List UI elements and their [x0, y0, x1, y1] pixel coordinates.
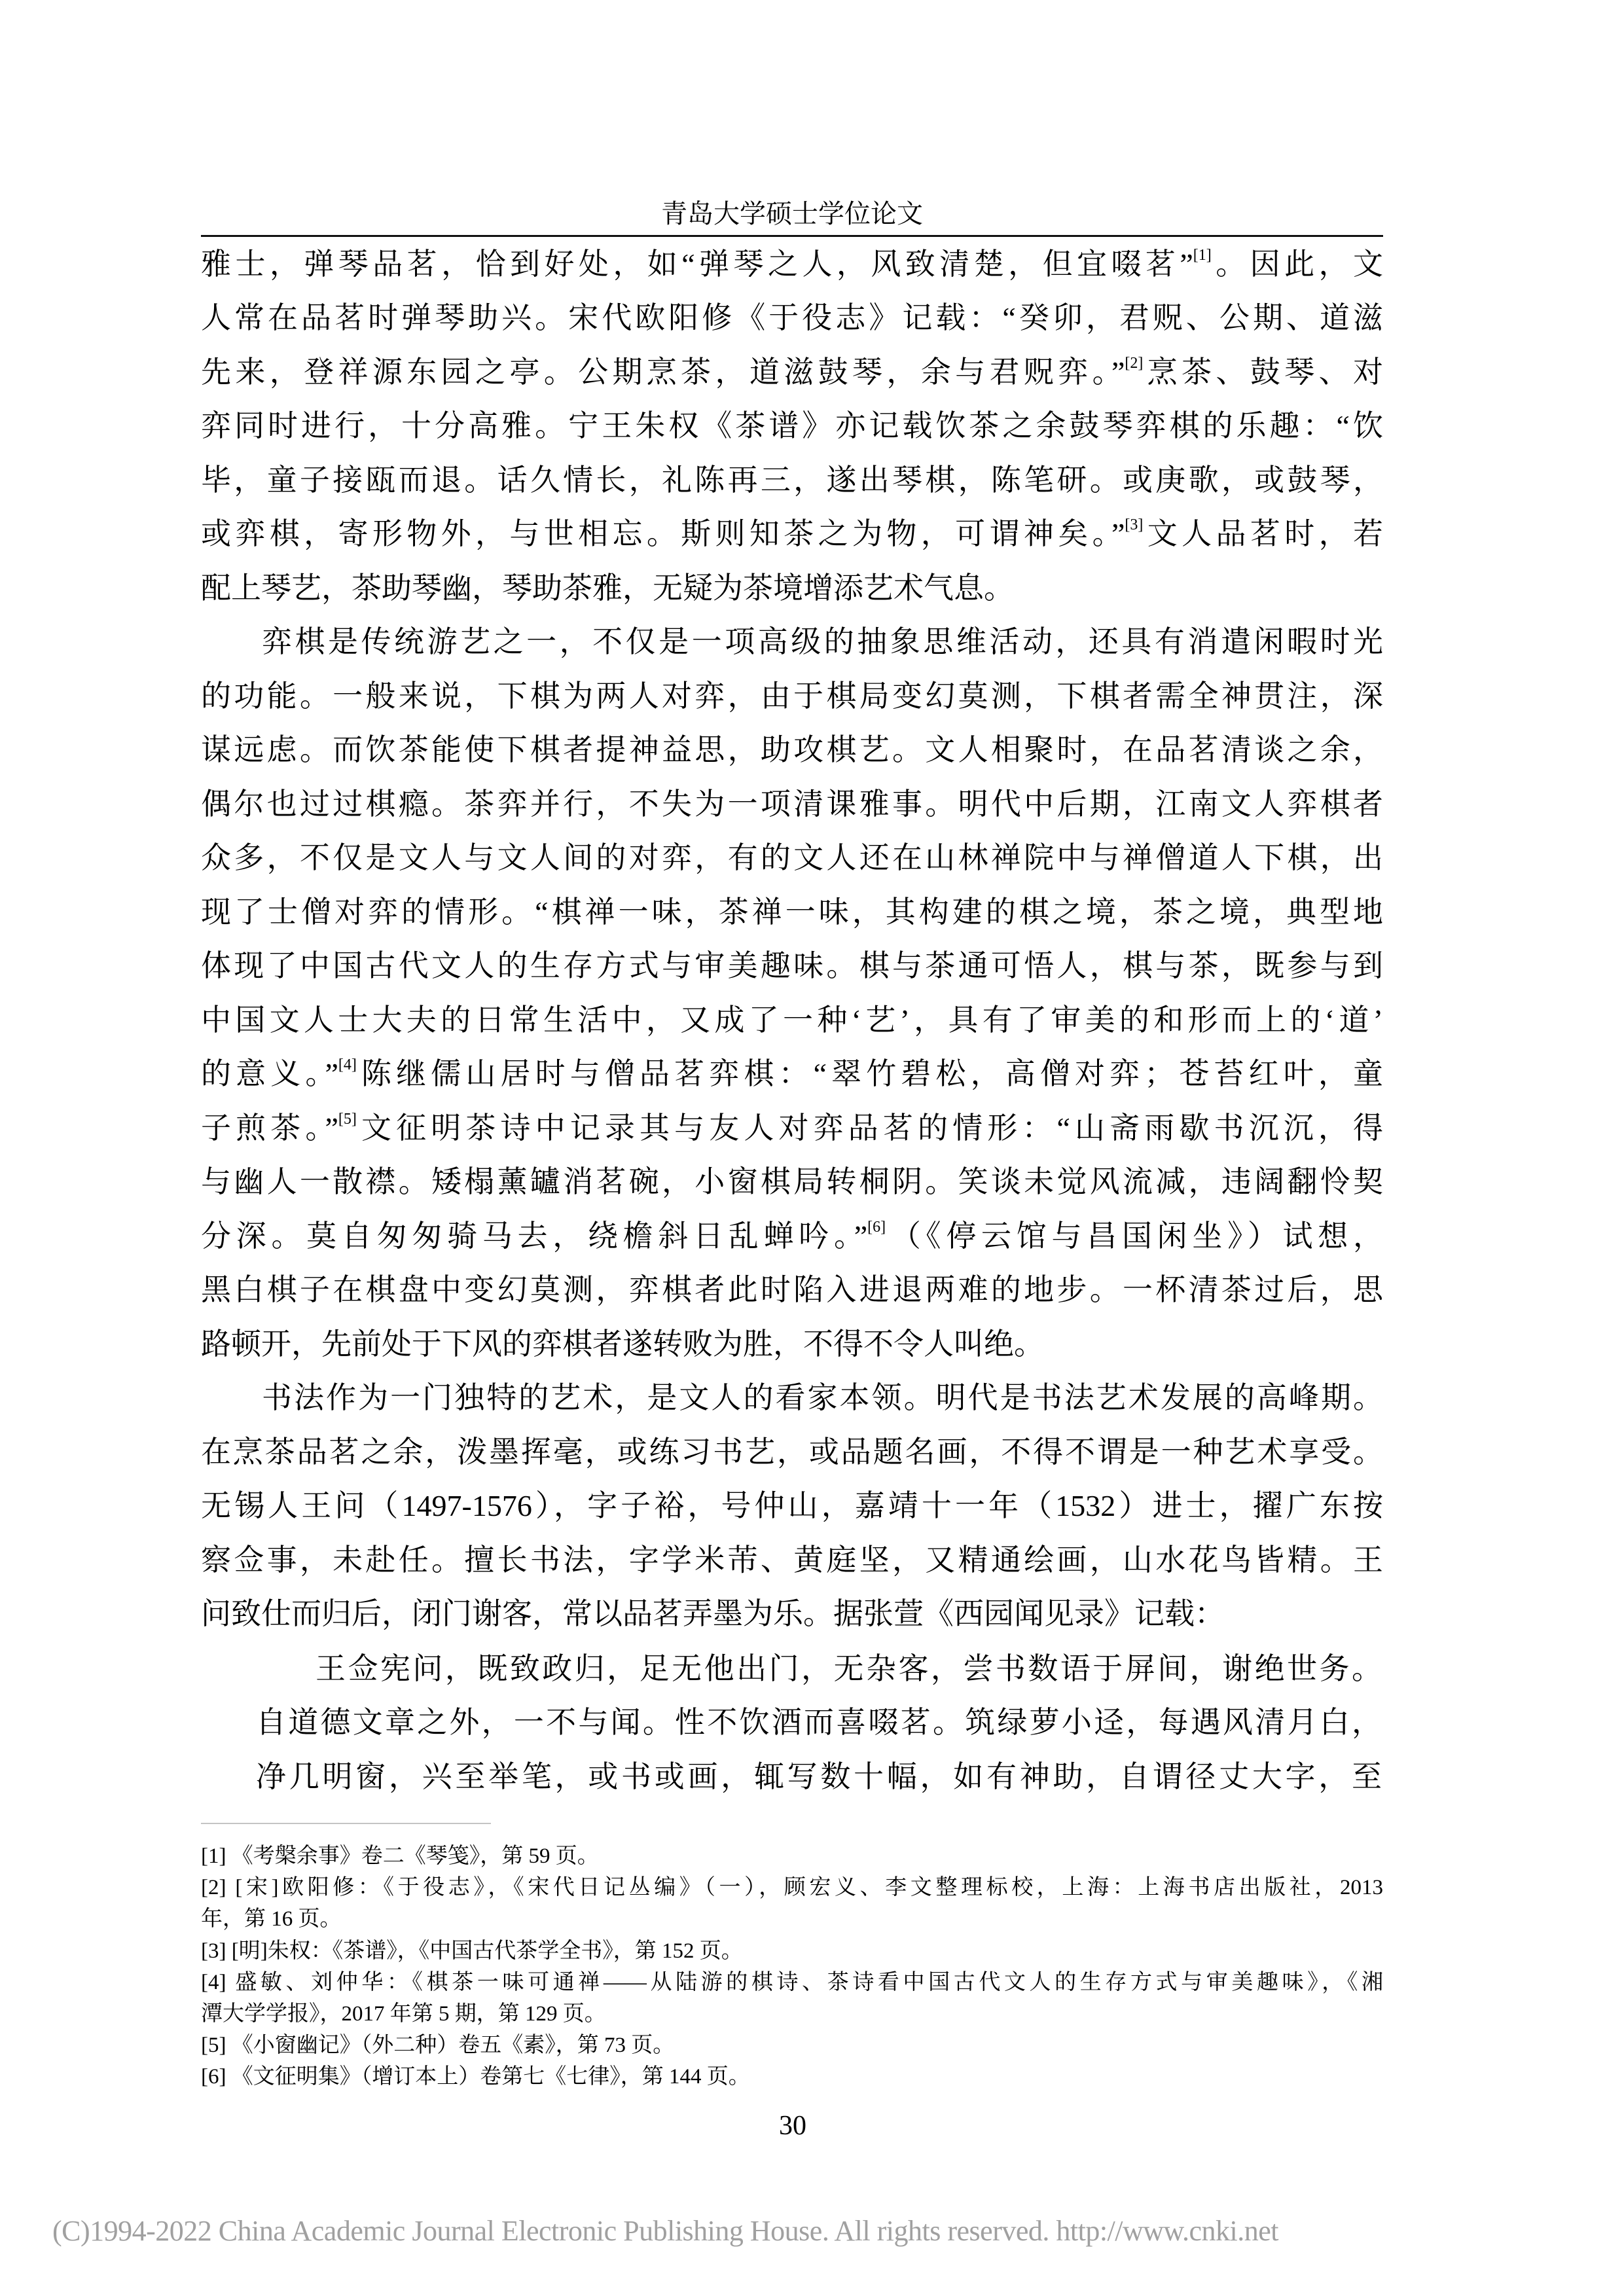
body-line: 分深。莫自匆匆骑马去，绕檐斜日乱蝉吟。”[6]（《停云馆与昌国闲坐》）试想， — [201, 1219, 1384, 1253]
paragraph-start-line: 弈棋是传统游艺之一，不仅是一项高级的抽象思维活动，还具有消遣闲暇时光 — [262, 625, 1383, 658]
footnote-4-continued: 潭大学学报》，2017 年第 5 期，第 129 页。 — [201, 2002, 606, 2026]
copyright-notice: (C)1994-2022 China Academic Journal Electronic Publishing House. All rights reserved. http://www.cnki.net — [52, 2215, 1278, 2247]
body-line: 或弈棋，寄形物外，与世相忘。斯则知茶之为物，可谓神矣。”[3]文人品茗时，若 — [201, 516, 1383, 550]
page-number: 30 — [779, 2111, 806, 2141]
body-line: 路顿开，先前处于下风的弈棋者遂转败为胜，不得不令人叫绝。 — [201, 1327, 1044, 1361]
body-line: 无锡人王问（1497-1576），字子裕，号仲山，嘉靖十一年（1532）进士，擢广东按 — [201, 1489, 1383, 1522]
body-line: 先来，登祥源东园之亭。公期烹茶，道滋鼓琴，余与君贶弈。”[2]烹茶、鼓琴、对 — [201, 355, 1383, 389]
footnote-2: [2] [宋]欧阳修：《于役志》，《宋代日记丛编》（一），顾宏义、李文整理标校，上海：上海书店出版社，2013 — [201, 1876, 1383, 1899]
body-line: 子煎茶。”[5]文征明茶诗中记录其与友人对弈品茗的情形：“山斋雨歇书沉沉，得 — [201, 1111, 1384, 1145]
body-line: 黑白棋子在棋盘中变幻莫测，弈棋者此时陷入进退两难的地步。一杯清茶过后，思 — [201, 1273, 1383, 1306]
footnote-ref[interactable]: [2] — [1125, 355, 1144, 372]
body-line: 体现了中国古代文人的生存方式与审美趣味。棋与茶通可悟人，棋与茶，既参与到 — [201, 949, 1383, 982]
body-line: 中国文人士大夫的日常生活中，又成了一种‘艺’，具有了审美的和形而上的‘道’ — [201, 1003, 1383, 1037]
footnote-2-continued: 年，第 16 页。 — [201, 1907, 342, 1931]
running-header: 青岛大学硕士学位论文 — [661, 199, 923, 228]
body-line: 雅士，弹琴品茗，恰到好处，如“弹琴之人，风致清楚，但宜啜茗”[1]。因此，文 — [201, 247, 1383, 281]
body-line: 在烹茶品茗之余，泼墨挥毫，或练习书艺，或品题名画，不得不谓是一种艺术享受。 — [201, 1435, 1383, 1469]
body-line: 人常在品茗时弹琴助兴。宋代欧阳修《于役志》记载：“癸卯，君贶、公期、道滋 — [201, 301, 1383, 334]
body-line: 的意义。”[4]陈继儒山居时与僧品茗弈棋：“翠竹碧松，高僧对弈；苍苔红叶，童 — [201, 1056, 1384, 1090]
footnote-5: [5] 《小窗幽记》（外二种）卷五《素》，第 73 页。 — [201, 2034, 675, 2057]
quote-line: 净几明窗，兴至举笔，或书或画，辄写数十幅，如有神助，自谓径丈大字，至 — [256, 1759, 1382, 1794]
body-line: 与幽人一散襟。矮榻薰罏消茗碗，小窗棋局转桐阴。笑谈未觉风流减，违阔翻怜契 — [201, 1165, 1383, 1198]
quote-line: 自道德文章之外，一不与闻。性不饮酒而喜啜茗。筑绿萝小迳，每遇风清月白， — [256, 1704, 1382, 1740]
body-line: 的功能。一般来说，下棋为两人对弈，由于棋局变幻莫测，下棋者需全神贯注，深 — [201, 679, 1383, 713]
footnote-3: [3] [明]朱权：《茶谱》，《中国古代茶学全书》，第 152 页。 — [201, 1939, 743, 1963]
body-line: 谋远虑。而饮茶能使下棋者提神益思，助攻棋艺。文人相聚时，在品茗清谈之余， — [201, 733, 1383, 766]
body-line: 众多，不仅是文人与文人间的对弈，有的文人还在山林禅院中与禅僧道人下棋，出 — [201, 841, 1383, 874]
footnote-6: [6] 《文征明集》（增订本上）卷第七《七律》，第 144 页。 — [201, 2065, 750, 2089]
body-line: 弈同时进行，十分高雅。宁王朱权《茶谱》亦记载饮茶之余鼓琴弈棋的乐趣：“饮 — [201, 409, 1383, 442]
body-line: 现了士僧对弈的情形。“棋禅一味，茶禅一味，其构建的棋之境，茶之境，典型地 — [201, 895, 1383, 929]
footnote-separator — [201, 1823, 491, 1824]
footnote-1: [1] 《考槃余事》卷二《琴笺》，第 59 页。 — [201, 1844, 599, 1868]
footnote-ref[interactable]: [1] — [1193, 247, 1212, 264]
body-line: 毕，童子接瓯而退。话久情长，礼陈再三，遂出琴棋，陈笔研。或庚歌，或鼓琴， — [201, 463, 1383, 497]
body-line: 配上琴艺，茶助琴幽，琴助茶雅，无疑为茶境增添艺术气息。 — [201, 571, 1014, 605]
footnote-ref[interactable]: [4] — [338, 1056, 357, 1073]
paragraph-start-line: 书法作为一门独特的艺术，是文人的看家本领。明代是书法艺术发展的高峰期。 — [262, 1381, 1383, 1414]
footnote-ref[interactable]: [3] — [1125, 516, 1144, 533]
footnote-ref[interactable]: [5] — [338, 1111, 357, 1128]
footnote-4: [4] 盛敏、刘仲华：《棋茶一味可通禅——从陆游的棋诗、茶诗看中国古代文人的生存方式与审美趣味》，《湘 — [201, 1971, 1383, 1994]
body-line: 偶尔也过过棋瘾。茶弈并行，不失为一项清课雅事。明代中后期，江南文人弈棋者 — [201, 787, 1383, 821]
quote-line: 王佥宪问，既致政归，足无他出门，无杂客，尝书数语于屏间，谢绝世务。 — [316, 1651, 1382, 1686]
body-line: 察佥事，未赴任。擅长书法，字学米芾、黄庭坚，又精通绘画，山水花鸟皆精。王 — [201, 1543, 1383, 1577]
footnote-ref[interactable]: [6] — [867, 1219, 886, 1236]
body-line: 问致仕而归后，闭门谢客，常以品茗弄墨为乐。据张萱《西园闻见录》记载： — [201, 1597, 1225, 1630]
header-rule — [201, 235, 1383, 237]
